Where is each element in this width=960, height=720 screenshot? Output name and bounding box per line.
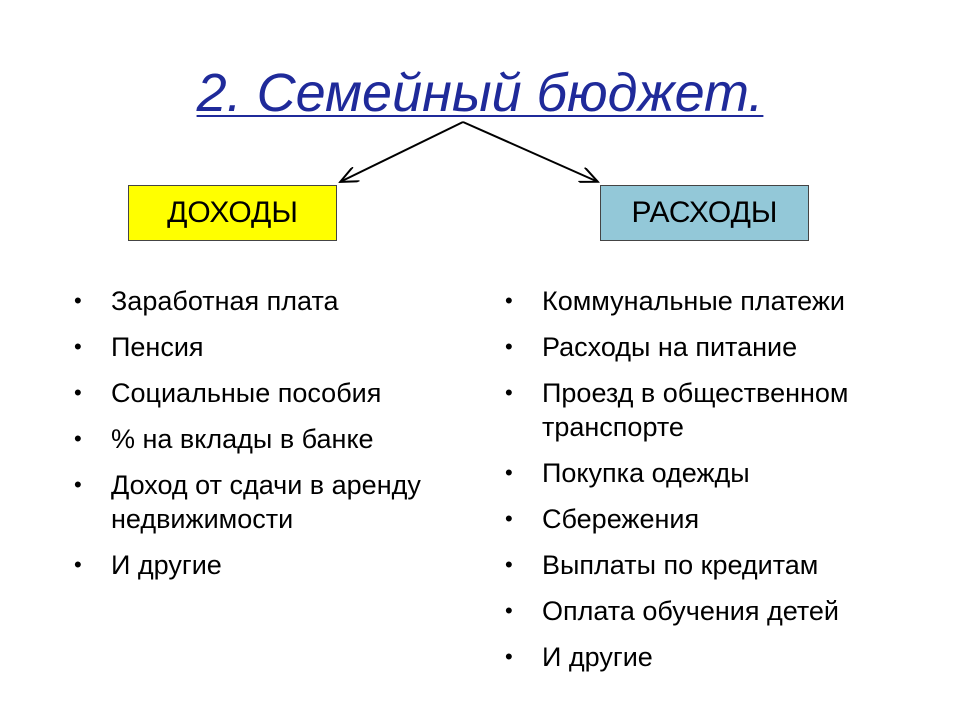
income-item-text: % на вклады в банке — [111, 424, 374, 454]
bullet-icon: • — [505, 380, 513, 405]
expenses-item-text: Сбережения — [542, 504, 700, 534]
bullet-icon: • — [74, 334, 82, 359]
expenses-item-text: Коммунальные платежи — [542, 286, 845, 316]
bullet-icon: • — [74, 426, 82, 451]
income-item-text: Доход от сдачи в аренду недвижимости — [111, 470, 421, 534]
bullet-icon: • — [74, 380, 82, 405]
expenses-item-text: Покупка одежды — [542, 458, 750, 488]
expenses-item-text: Расходы на питание — [542, 332, 798, 362]
expenses-list-item — [505, 640, 945, 674]
expenses-list-item — [505, 456, 945, 490]
bullet-icon: • — [74, 472, 82, 497]
income-item-text: Пенсия — [111, 332, 204, 362]
income-heading-box: ДОХОДЫ — [128, 185, 337, 241]
expenses-item-text: Проезд в общественном транспорте — [542, 378, 849, 442]
income-list-item — [74, 284, 494, 318]
expenses-list-item — [505, 502, 945, 536]
bullet-icon: • — [505, 598, 513, 623]
expenses-list-item — [505, 330, 945, 364]
expenses-list-item — [505, 594, 945, 628]
arrow-to-expenses — [463, 122, 596, 181]
income-item-text: Социальные пособия — [111, 378, 382, 408]
expenses-list-item — [505, 376, 945, 444]
expenses-list-item — [505, 284, 945, 318]
slide-title: 2. Семейный бюджет. — [196, 63, 764, 123]
bullet-icon: • — [74, 288, 82, 313]
income-list-item — [74, 548, 494, 582]
bullet-icon: • — [505, 552, 513, 577]
income-list-item — [74, 376, 494, 410]
bullet-icon: • — [505, 334, 513, 359]
income-list-item — [74, 468, 494, 536]
expenses-heading-box: РАСХОДЫ — [600, 185, 809, 241]
expenses-item-text: Выплаты по кредитам — [542, 550, 819, 580]
arrow-to-income — [342, 122, 463, 181]
bullet-icon: • — [505, 506, 513, 531]
income-list-item — [74, 422, 494, 456]
expenses-list-item — [505, 548, 945, 582]
bullet-icon: • — [505, 460, 513, 485]
bullet-icon: • — [505, 288, 513, 313]
income-item-text: Заработная плата — [111, 286, 339, 316]
expenses-item-text: Оплата обучения детей — [542, 596, 839, 626]
bullet-icon: • — [505, 644, 513, 669]
bullet-icon: • — [74, 552, 82, 577]
income-item-text: И другие — [111, 550, 222, 580]
branch-arrows — [0, 0, 960, 200]
income-list-item — [74, 330, 494, 364]
expenses-item-text: И другие — [542, 642, 653, 672]
expenses-list — [505, 284, 945, 686]
income-list — [74, 284, 494, 594]
